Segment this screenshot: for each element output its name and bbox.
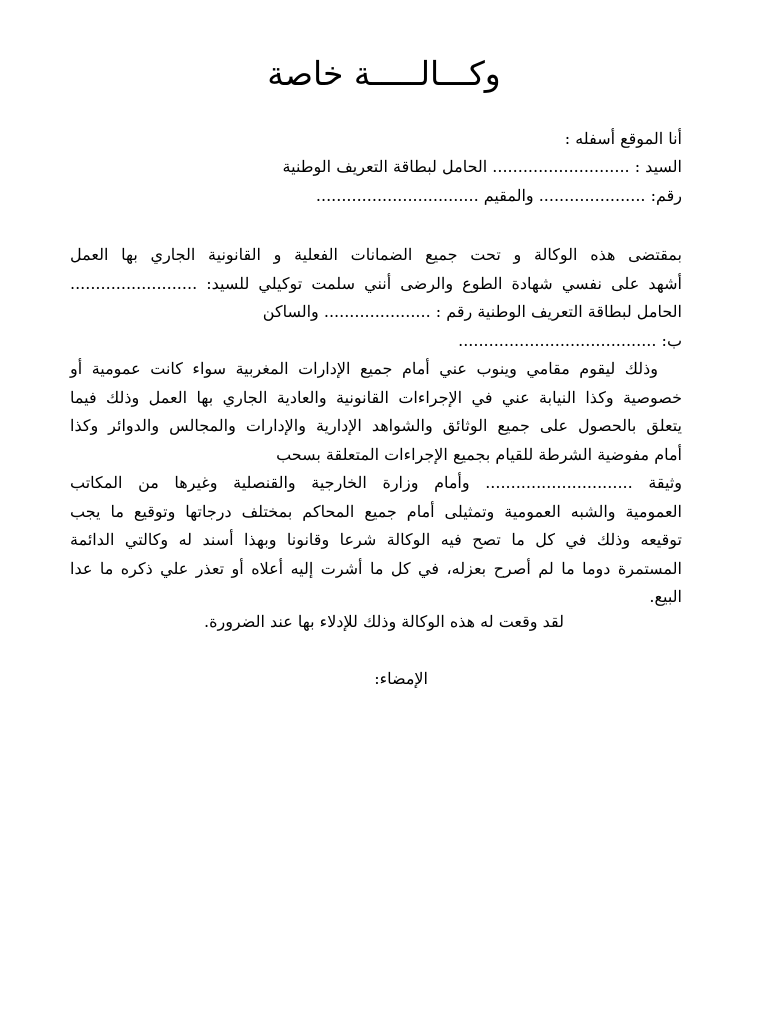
header-line-mister-id: السيد : ........................... الحامل لبطاقة التعريف الوطنية (282, 157, 682, 176)
header-line-declarant: أنا الموقع أسفله : (564, 129, 682, 148)
body-line: أمام مفوضية الشرطة للقيام بجميع الإجراءات المتعلقة بسحب (276, 445, 682, 464)
body-line: العمومية والشبه العمومية وتمثيلى أمام جميع المحاكم بمختلف درجاتها وتوقيع ما يجب (70, 502, 682, 521)
body-line: الحامل لبطاقة التعريف الوطنية رقم : ..................... والساكن (262, 302, 682, 321)
body-line: يتعلق بالحصول على جميع الوثائق والشواهد الإدارية والإدارات والمجالس والدوائر وكذا (70, 416, 682, 435)
body-line: وثيقة ............................. وأمام وزارة الخارجية والقنصلية وغيرها من المكاتب (70, 473, 682, 492)
body-line: وذلك ليقوم مقامي وينوب عني أمام جميع الإدارات المغربية سواء كانت عمومية أو (70, 359, 658, 378)
body-line: المستمرة دوما ما لم أصرح بعزله، في كل ما أشرت إليه أعلاه أو تعذر علي ذكره ما عدا (70, 559, 683, 578)
body-line: أشهد على نفسي شهادة الطوع والرضى أنني سلمت توكيلي للسيد: ......................... (70, 274, 682, 293)
body-line: خصوصية وكذا النيابة عني في الإجراءات القانونية والعادية الجاري بها العمل وذلك فيما (70, 388, 682, 407)
body-line: توقيعه وذلك في كل ما تصح فيه الوكالة شرعا وقانونا وبهذا أسند له وكالتي الدائمة (70, 530, 682, 549)
body-line: البيع. (649, 587, 682, 606)
body-line: ب: ....................................... (458, 331, 682, 350)
closing-line: لقد وقعت له هذه الوكالة وذلك للإدلاء بها عند الضرورة. (204, 612, 564, 631)
document-title: وكـــالـــــة خاصة (267, 54, 501, 93)
signature-label: الإمضاء: (374, 669, 428, 688)
header-line-number-residence: رقم: ..................... والمقيم ................................ (315, 186, 682, 205)
body-line: بمقتضى هذه الوكالة و تحت جميع الضمانات الفعلية و القانونية الجاري بها العمل (70, 245, 682, 264)
